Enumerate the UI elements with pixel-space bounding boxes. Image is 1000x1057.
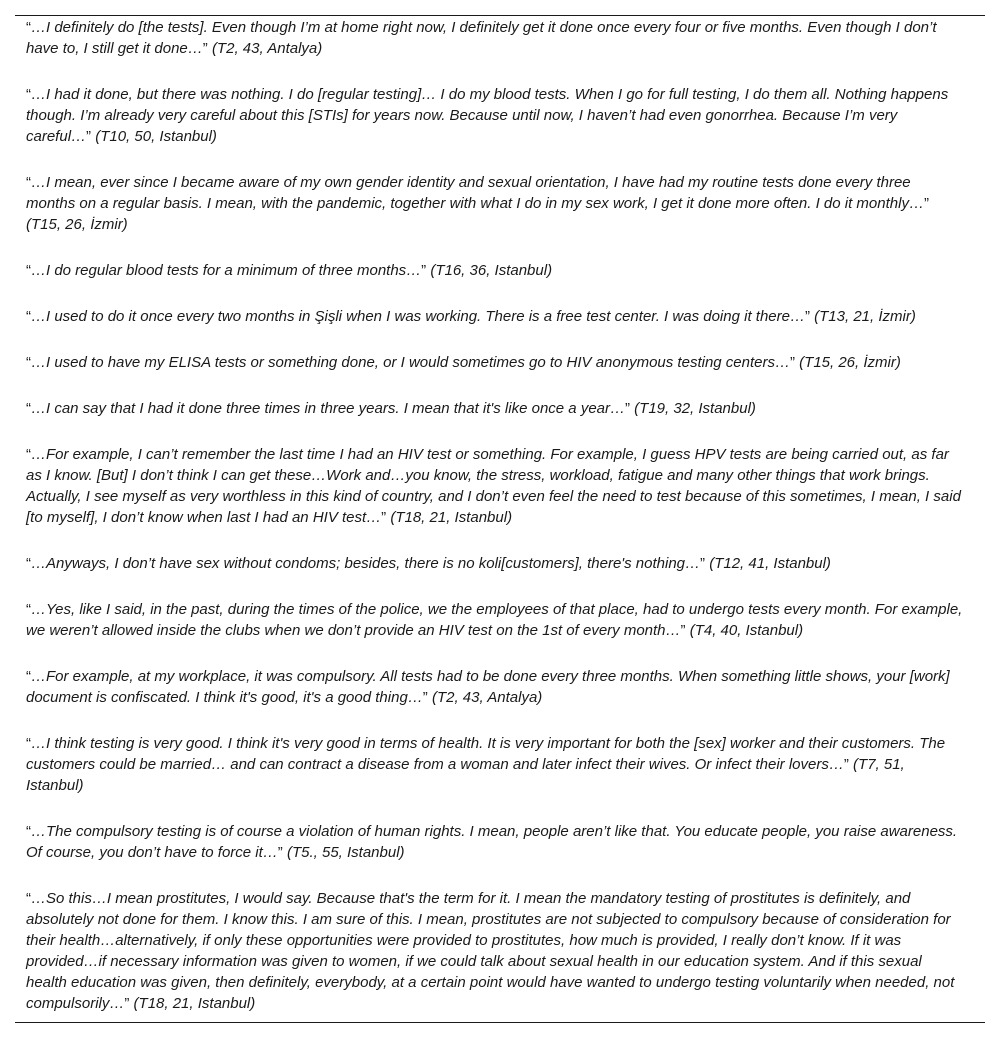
open-quote-mark: “	[26, 735, 31, 752]
quote-citation: (T10, 50, Istanbul)	[95, 128, 217, 145]
quote-citation: (T18, 21, Istanbul)	[390, 509, 513, 526]
open-quote-mark: “	[26, 446, 31, 463]
quote-citation: (T15, 26, İzmir)	[799, 354, 901, 371]
quote-row	[15, 172, 985, 235]
quote-row	[15, 888, 985, 1014]
quote-citation: (T5., 55, Istanbul)	[286, 844, 405, 861]
open-quote-mark: “	[26, 555, 31, 572]
close-quote-mark: ”	[804, 308, 815, 325]
close-quote-mark: ”	[202, 40, 212, 57]
quote-row	[15, 553, 985, 574]
open-quote-mark: “	[26, 308, 31, 325]
close-quote-mark: ”	[381, 509, 391, 526]
quote-row	[15, 599, 985, 641]
quote-citation: (T16, 36, Istanbul)	[430, 262, 553, 279]
quote-row	[15, 352, 985, 373]
quote-text: …I think testing is very good. I think it's very good in terms of health. It is very important for both the [sex] worker and their customers. The customers could be married… and can contract a disease from a woman and later infect their wives. Or infect their lovers…	[26, 735, 946, 773]
quote-citation: (T2, 43, Antalya)	[211, 40, 323, 57]
quote-citation: (T18, 21, Istanbul)	[133, 995, 256, 1012]
quote-citation: (T4, 40, Istanbul)	[689, 622, 804, 639]
close-quote-mark: ”	[789, 354, 800, 371]
quote-text: …I definitely do [the tests]. Even though I’m at home right now, I definitely get it done once every four or five months. Even though I don’t have to, I still get it done…	[26, 19, 937, 57]
quote-text: …I mean, ever since I became aware of my own gender identity and sexual orientation, I have had my routine tests done every three months on a regular basis. I mean, with the pandemic, together with what I do in my sex work, I get it done more often. I do it monthly…	[26, 174, 924, 212]
quote-text: …I used to have my ELISA tests or something done, or I would sometimes go to HIV anonymous testing centers…	[31, 354, 790, 371]
quote-citation: (T19, 32, Istanbul)	[634, 400, 756, 417]
quote-citation: (T7, 51, Istanbul)	[26, 756, 905, 794]
quote-row	[15, 398, 985, 419]
quote-row	[15, 260, 985, 281]
open-quote-mark: “	[26, 174, 31, 191]
open-quote-mark: “	[26, 400, 31, 417]
quote-row	[15, 666, 985, 708]
close-quote-mark: ”	[680, 622, 690, 639]
close-quote-mark: ”	[277, 844, 287, 861]
quote-row	[15, 444, 985, 528]
quote-text: …For example, at my workplace, it was compulsory. All tests had to be done every three months. When something little shows, your [work] document is confiscated. I think it's good, it's a good thing…	[26, 668, 950, 706]
quote-text: …I do regular blood tests for a minimum of three months…	[31, 262, 422, 279]
quote-citation: (T15, 26, İzmir)	[26, 216, 128, 233]
quote-row	[15, 84, 985, 147]
quote-text: …I had it done, but there was nothing. I do [regular testing]… I do my blood tests. When I go for full testing, I do them all. Nothing happens though. I’m already very careful about this [STIs] for years now. Because until now, I haven’t had even gonorrhea. Because I’m very careful…	[26, 86, 949, 145]
quote-text: …Yes, like I said, in the past, during the times of the police, we the employees of that place, had to undergo tests every month. For example, we weren’t allowed inside the clubs when we don’t provide an HIV test on the 1st of every month…	[26, 601, 963, 639]
close-quote-mark: ”	[625, 400, 635, 417]
quote-row	[15, 16, 985, 59]
close-quote-mark: ”	[86, 128, 96, 145]
open-quote-mark: “	[26, 19, 31, 36]
close-quote-mark: ”	[923, 195, 929, 212]
quote-text: …So this…I mean prostitutes, I would say. Because that's the term for it. I mean the mandatory testing of prostitutes is definitely, and absolutely not done for them. I know this. I am sure of this. I mean, prostitutes are not subjected to compulsory because of consideration for their health…alternatively, if only these opportunities were provided to prostitutes, how much is provided, I really don’t know. If it was provided…if necessary information was given to women, if we could talk about sexual health in our education system. And if this sexual health education was given, then definitely, everybody, at a certain point would have wanted to undergo testing voluntarily when needed, not compulsorily…	[26, 890, 955, 1012]
close-quote-mark: ”	[843, 756, 854, 773]
open-quote-mark: “	[26, 262, 31, 279]
open-quote-mark: “	[26, 890, 31, 907]
close-quote-mark: ”	[421, 262, 431, 279]
close-quote-mark: ”	[422, 689, 432, 706]
open-quote-mark: “	[26, 354, 31, 371]
open-quote-mark: “	[26, 823, 31, 840]
open-quote-mark: “	[26, 601, 31, 618]
open-quote-mark: “	[26, 668, 31, 685]
quote-row	[15, 306, 985, 327]
quote-row	[15, 821, 985, 863]
close-quote-mark: ”	[124, 995, 134, 1012]
quote-text: …For example, I can’t remember the last time I had an HIV test or something. For example, I guess HPV tests are being carried out, as far as I know. [But] I don’t think I can get these…Work and…you know, the stress, workload, fatigue and many other things that work brings. Actually, I see myself as very worthless in this kind of country, and I don’t even feel the need to test because of this sometimes, I mean, I said [to myself], I don’t know when last I had an HIV test…	[26, 446, 961, 526]
quote-citation: (T13, 21, İzmir)	[814, 308, 916, 325]
quote-row	[15, 733, 985, 796]
quotes-table	[15, 15, 985, 1023]
quote-text: …The compulsory testing is of course a violation of human rights. I mean, people aren’t like that. You educate people, you raise awareness. Of course, you don’t have to force it…	[26, 823, 958, 861]
quote-text: …I can say that I had it done three times in three years. I mean that it's like once a year…	[31, 400, 625, 417]
quote-text: …Anyways, I don’t have sex without condoms; besides, there is no koli[customers], there's nothing…	[31, 555, 701, 572]
close-quote-mark: ”	[700, 555, 710, 572]
open-quote-mark: “	[26, 86, 31, 103]
quote-text: …I used to do it once every two months in Şişli when I was working. There is a free test center. I was doing it there…	[31, 308, 805, 325]
quote-citation: (T12, 41, Istanbul)	[709, 555, 831, 572]
quote-citation: (T2, 43, Antalya)	[431, 689, 543, 706]
